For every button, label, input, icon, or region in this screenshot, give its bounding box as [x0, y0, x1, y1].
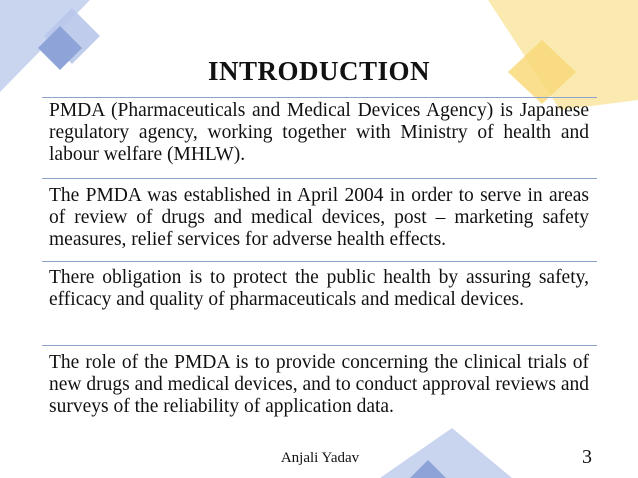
paragraph-1: PMDA (Pharmaceuticals and Medical Devices Agency) is Japanese regulatory agency, working together with Ministry of health and labour welfare (MHLW). [49, 100, 589, 165]
paragraph-2: The PMDA was established in April 2004 in order to serve in areas of review of drugs and medical devices, post – marketing safety measures, relief services for adverse health effects. [49, 185, 589, 250]
divider-line [42, 345, 597, 346]
blue-bottom-triangle-shape [380, 428, 512, 478]
paragraph-4: The role of the PMDA is to provide concerning the clinical trials of new drugs and medical devices, and to conduct approval reviews and surveys of the reliability of application data. [49, 352, 589, 417]
slide-title: INTRODUCTION [207, 56, 431, 86]
divider-line [42, 97, 597, 98]
paragraph-3: There obligation is to protect the public health by assuring safety, efficacy and quality of pharmaceuticals and medical devices. [49, 267, 589, 310]
page-number: 3 [582, 446, 592, 468]
divider-line [42, 261, 597, 262]
footer-author: Anjali Yadav [280, 450, 360, 466]
divider-line [42, 178, 597, 179]
